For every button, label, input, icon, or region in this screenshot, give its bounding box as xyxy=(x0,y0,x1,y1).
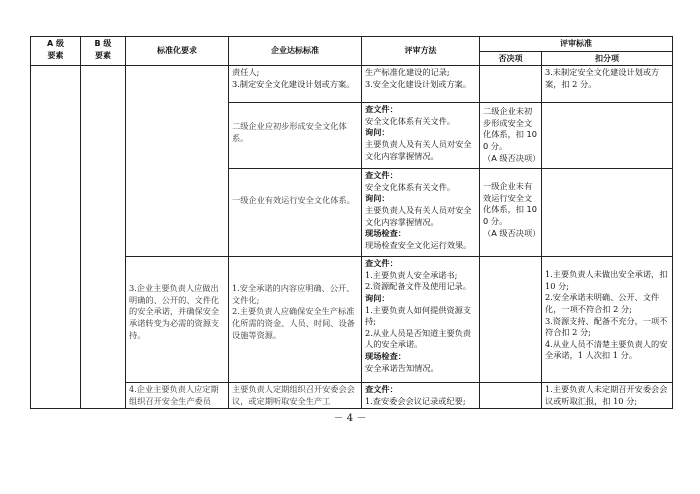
table-row xyxy=(31,383,673,409)
review-method-cell xyxy=(362,103,480,169)
header-enterprise-standard: 企业达标标准 xyxy=(229,37,362,66)
a-level-cell xyxy=(31,66,81,409)
method-check-text: 安全文化体系有关文件。 xyxy=(365,181,456,192)
b-level-cell xyxy=(81,66,126,409)
header-a-level: A 级 要素 xyxy=(31,37,81,66)
veto-text: 二级企业未初步形成安全文化体系，扣 100 分。 xyxy=(483,106,537,151)
requirement-cell: 4.企业主要负责人应定期组织召开安全生产委员 xyxy=(126,383,229,409)
method-site-text: 现场检查安全文化运行效果。 xyxy=(365,239,472,250)
method-ask-label: 询问： xyxy=(365,193,390,204)
method-site-label: 现场检查： xyxy=(365,350,406,361)
veto-cell xyxy=(480,66,542,103)
method-check-text: 安全文化体系有关文件。 xyxy=(365,115,456,126)
enterprise-standard-cell: 一级企业有效运行安全文化体系。 xyxy=(229,169,362,257)
veto-cell xyxy=(480,257,542,383)
requirement-cell: 3.企业主要负责人应做出明确的、公开的、文件化的安全承诺，并确保安全承诺转变为必需的资源支持。 xyxy=(126,257,229,383)
veto-note: （A 级否决项） xyxy=(483,152,541,163)
header-review-method: 评审方法 xyxy=(362,37,480,66)
method-site-text: 安全承诺告知情况。 xyxy=(365,362,439,373)
review-method-cell xyxy=(362,257,480,383)
method-check-text: 1.主要负责人安全承诺书; 2.资源配备文件及使用记录。 xyxy=(365,269,472,292)
method-ask-text: 1.主要负责人如何提供资源支持; 2.从业人员是否知道主要负责人的安全承诺。 xyxy=(365,304,472,350)
deduction-cell xyxy=(542,169,673,257)
method-check-label: 查文件： xyxy=(365,384,398,395)
veto-cell xyxy=(480,103,542,169)
page-number: － 4 － xyxy=(333,413,367,424)
header-row xyxy=(31,37,673,52)
deduction-cell: 1.主要负责人未做出安全承诺，扣 10 分; 2.安全承诺未明确、公开、文件化，一项不符合扣 2 分; 3.资源支持、配备不充分，一项不符合扣 2 分; 4.从业人员不清楚主要负责人的安全承诺，1 人次扣 1 分。 xyxy=(542,257,673,383)
deduction-cell xyxy=(542,103,673,169)
review-method-cell xyxy=(362,169,480,257)
veto-text: 一级企业未有效运行安全文化体系，扣 100 分。 xyxy=(483,181,537,226)
enterprise-standard-cell: 1.安全承诺的内容应明确、公开、文件化; 2.主要负责人应确保安全生产标准化所需的资金、人员、时间、设备设施等资源。 xyxy=(229,257,362,383)
method-ask-label: 询问： xyxy=(365,127,390,138)
enterprise-standard-cell: 二级企业应初步形成安全文化体系。 xyxy=(229,103,362,169)
header-veto-item: 否决项 xyxy=(480,51,542,66)
deduction-cell: 3.未制定安全文化建设计划或方案，扣 2 分。 xyxy=(542,66,673,103)
veto-cell xyxy=(480,169,542,257)
header-review-criteria: 评审标准 xyxy=(480,37,673,52)
method-check-text: 1.查安委会会议记录或纪要; xyxy=(365,395,466,406)
method-check-label: 查文件： xyxy=(365,170,398,181)
requirement-cell xyxy=(126,66,229,257)
review-method-cell xyxy=(362,383,480,409)
header-standard-requirement: 标准化要求 xyxy=(126,37,229,66)
enterprise-standard-cell: 主要负责人定期组织召开安委会会议，或定期听取安全生产工 xyxy=(229,383,362,409)
method-ask-text: 主要负责人及有关人员对安全文化内容掌握情况。 xyxy=(365,204,472,227)
header-b-level: B 级 要素 xyxy=(81,37,126,66)
table-row xyxy=(31,66,673,103)
deduction-cell: 1.主要负责人未定期召开安委会会议或听取汇报，扣 10 分; xyxy=(542,383,673,409)
method-ask-text: 主要负责人及有关人员对安全文化内容掌握情况。 xyxy=(365,138,472,161)
header-deduction-item: 扣分项 xyxy=(542,51,673,66)
method-check-label: 查文件： xyxy=(365,104,398,115)
table-row xyxy=(31,257,673,383)
veto-cell xyxy=(480,383,542,409)
review-method-cell: 生产标准化建设的记录; 3.安全文化建设计划或方案。 xyxy=(362,66,480,103)
method-check-label: 查文件： xyxy=(365,258,398,269)
veto-note: （A 级否决项） xyxy=(483,227,541,238)
method-ask-label: 询问： xyxy=(365,292,390,303)
method-site-label: 现场检查： xyxy=(365,228,406,239)
standards-table xyxy=(30,36,673,409)
enterprise-standard-cell: 责任人; 3.制定安全文化建设计划或方案。 xyxy=(229,66,362,103)
